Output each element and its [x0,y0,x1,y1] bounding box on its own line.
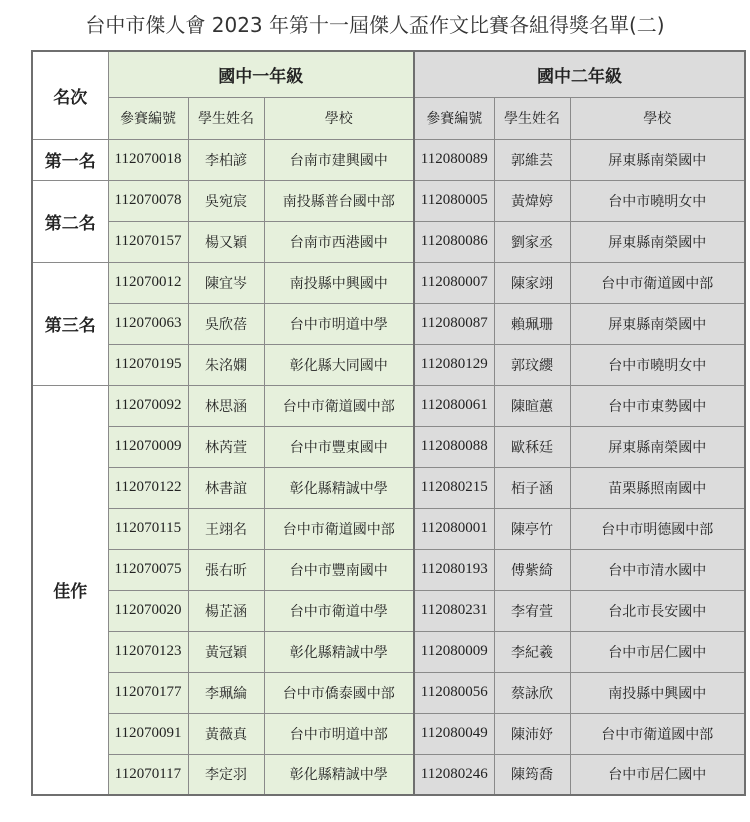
table-row [32,262,745,303]
school-cell: 彰化縣大同國中 [264,344,414,385]
col-header-name: 學生姓名 [494,97,570,139]
entry-id-cell: 112080061 [414,385,494,426]
entry-id-cell: 112080231 [414,590,494,631]
col-header-school: 學校 [264,97,414,139]
table-row [32,672,745,713]
group-header-grade8: 國中二年級 [414,51,745,97]
student-name-cell: 黃冠穎 [188,631,264,672]
student-name-cell: 李柏諺 [188,139,264,180]
entry-id-cell: 112070063 [108,303,188,344]
entry-id-cell: 112070157 [108,221,188,262]
school-cell: 台中市豐南國中 [264,549,414,590]
entry-id-cell: 112080215 [414,467,494,508]
rank-cell: 第三名 [32,262,108,385]
rank-header: 名次 [32,51,108,139]
table-row [32,467,745,508]
school-cell: 台中市東勢國中 [570,385,745,426]
student-name-cell: 林思涵 [188,385,264,426]
student-name-cell: 林芮萱 [188,426,264,467]
entry-id-cell: 112070075 [108,549,188,590]
entry-id-cell: 112080005 [414,180,494,221]
school-cell: 台中市曉明女中 [570,180,745,221]
group-header-grade7: 國中一年級 [108,51,414,97]
school-cell: 台中市僑泰國中部 [264,672,414,713]
entry-id-cell: 112070177 [108,672,188,713]
school-cell: 台中市明道中部 [264,713,414,754]
student-name-cell: 歐秝廷 [494,426,570,467]
student-name-cell: 栢子涵 [494,467,570,508]
entry-id-cell: 112080088 [414,426,494,467]
table-row [32,180,745,221]
entry-id-cell: 112070092 [108,385,188,426]
school-cell: 屏東縣南榮國中 [570,303,745,344]
school-cell: 南投縣普台國中部 [264,180,414,221]
school-cell: 台中市清水國中 [570,549,745,590]
table-row [32,590,745,631]
entry-id-cell: 112080089 [414,139,494,180]
student-name-cell: 陳宜岑 [188,262,264,303]
entry-id-cell: 112080007 [414,262,494,303]
student-name-cell: 陳筠喬 [494,754,570,795]
entry-id-cell: 112080001 [414,508,494,549]
school-cell: 台中市豐東國中 [264,426,414,467]
school-cell: 台南市西港國中 [264,221,414,262]
col-header-id: 參賽編號 [414,97,494,139]
entry-id-cell: 112080193 [414,549,494,590]
student-name-cell: 陳家翊 [494,262,570,303]
student-name-cell: 陳沛妤 [494,713,570,754]
student-name-cell: 賴珮珊 [494,303,570,344]
entry-id-cell: 112070020 [108,590,188,631]
school-cell: 台中市明道中學 [264,303,414,344]
school-cell: 台中市明德國中部 [570,508,745,549]
rank-cell: 佳作 [32,385,108,795]
student-name-cell: 吳欣蓓 [188,303,264,344]
table-row [32,303,745,344]
entry-id-cell: 112070115 [108,508,188,549]
school-cell: 南投縣中興國中 [264,262,414,303]
entry-id-cell: 112080056 [414,672,494,713]
school-cell: 台中市居仁國中 [570,754,745,795]
student-name-cell: 李定羽 [188,754,264,795]
student-name-cell: 張右昕 [188,549,264,590]
student-name-cell: 李珮綸 [188,672,264,713]
student-name-cell: 陳暄蕙 [494,385,570,426]
table-row [32,508,745,549]
table-row [32,631,745,672]
student-name-cell: 蔡詠欣 [494,672,570,713]
school-cell: 台南市建興國中 [264,139,414,180]
col-header-id: 參賽編號 [108,97,188,139]
student-name-cell: 吳宛宸 [188,180,264,221]
student-name-cell: 陳亭竹 [494,508,570,549]
school-cell: 彰化縣精誠中學 [264,467,414,508]
school-cell: 屏東縣南榮國中 [570,139,745,180]
award-table [31,50,746,796]
student-name-cell: 楊芷涵 [188,590,264,631]
entry-id-cell: 112070122 [108,467,188,508]
school-cell: 台中市衛道國中部 [264,508,414,549]
table-row [32,221,745,262]
table-row [32,549,745,590]
table-row [32,754,745,795]
school-cell: 台中市衛道國中部 [264,385,414,426]
school-cell: 彰化縣精誠中學 [264,631,414,672]
student-name-cell: 黃薇真 [188,713,264,754]
entry-id-cell: 112080129 [414,344,494,385]
col-header-name: 學生姓名 [188,97,264,139]
school-cell: 台中市衛道國中部 [570,262,745,303]
school-cell: 南投縣中興國中 [570,672,745,713]
student-name-cell: 朱洺嫻 [188,344,264,385]
student-name-cell: 楊又穎 [188,221,264,262]
entry-id-cell: 112070078 [108,180,188,221]
school-cell: 屏東縣南榮國中 [570,221,745,262]
entry-id-cell: 112080087 [414,303,494,344]
school-cell: 屏東縣南榮國中 [570,426,745,467]
student-name-cell: 黃煒婷 [494,180,570,221]
school-cell: 彰化縣精誠中學 [264,754,414,795]
school-cell: 台中市居仁國中 [570,631,745,672]
student-name-cell: 林書誼 [188,467,264,508]
school-cell: 台中市衛道中學 [264,590,414,631]
entry-id-cell: 112070195 [108,344,188,385]
table-row [32,713,745,754]
entry-id-cell: 112070018 [108,139,188,180]
table-row [32,426,745,467]
entry-id-cell: 112070091 [108,713,188,754]
table-row [32,344,745,385]
entry-id-cell: 112070117 [108,754,188,795]
school-cell: 台北市長安國中 [570,590,745,631]
rank-cell: 第二名 [32,180,108,262]
student-name-cell: 郭玟纓 [494,344,570,385]
student-name-cell: 傅紫綺 [494,549,570,590]
entry-id-cell: 112080246 [414,754,494,795]
school-cell: 台中市衛道國中部 [570,713,745,754]
school-cell: 台中市曉明女中 [570,344,745,385]
student-name-cell: 郭維芸 [494,139,570,180]
entry-id-cell: 112080086 [414,221,494,262]
student-name-cell: 李紀羲 [494,631,570,672]
table-row [32,139,745,180]
rank-cell: 第一名 [32,139,108,180]
student-name-cell: 李宥萱 [494,590,570,631]
entry-id-cell: 112070123 [108,631,188,672]
student-name-cell: 劉家丞 [494,221,570,262]
school-cell: 苗栗縣照南國中 [570,467,745,508]
page-title: 台中市傑人會 2023 年第十一屆傑人盃作文比賽各組得獎名單(二) [85,13,665,37]
table-row [32,385,745,426]
entry-id-cell: 112080049 [414,713,494,754]
student-name-cell: 王翊名 [188,508,264,549]
entry-id-cell: 112070009 [108,426,188,467]
col-header-school: 學校 [570,97,745,139]
entry-id-cell: 112080009 [414,631,494,672]
entry-id-cell: 112070012 [108,262,188,303]
